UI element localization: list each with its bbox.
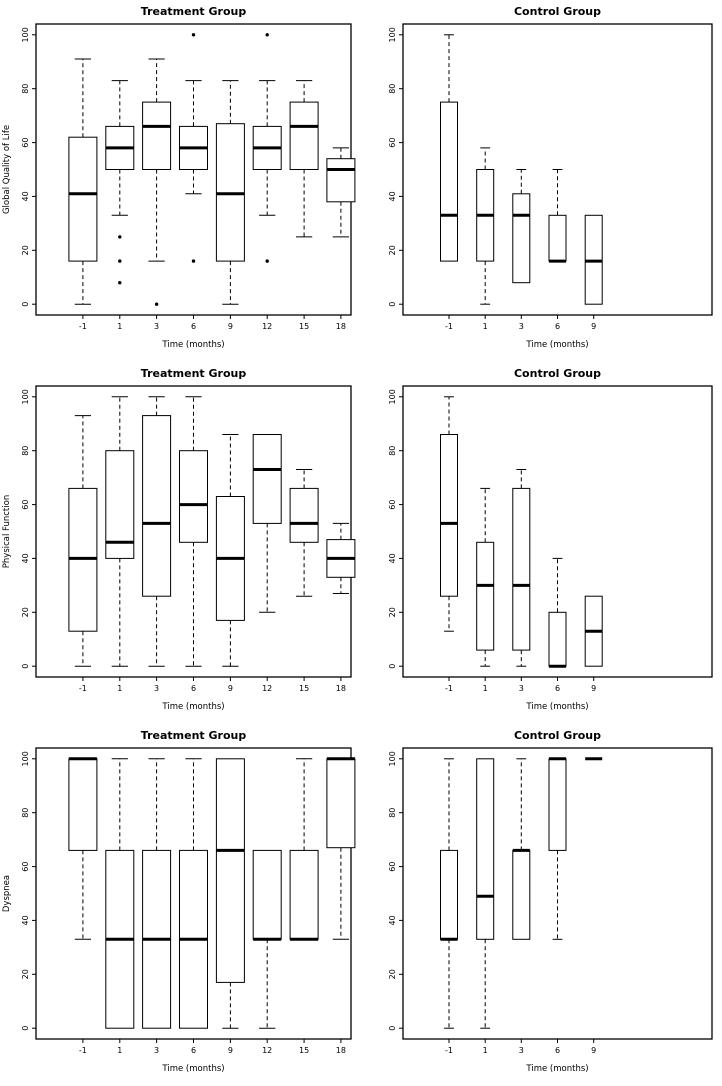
y-tick-label: 0 (388, 301, 397, 307)
y-tick-label: 40 (21, 915, 30, 926)
boxplot-box (216, 81, 244, 305)
y-tick-label: 80 (388, 445, 397, 456)
y-tick-label: 40 (21, 191, 30, 202)
x-axis (79, 315, 346, 350)
y-tick-label: 40 (21, 553, 30, 564)
panel-control-dyspnea (361, 724, 722, 1086)
boxplot-box (106, 759, 134, 1028)
iqr-box (549, 759, 566, 851)
iqr-box (290, 488, 318, 542)
x-tick-label: -1 (78, 322, 87, 331)
x-tick-label: 12 (262, 684, 273, 693)
x-tick-label: 9 (591, 322, 597, 331)
x-axis-title: Time (months) (526, 340, 589, 350)
x-tick-label: 3 (518, 322, 524, 331)
iqr-box (513, 194, 530, 283)
x-tick-label: 6 (190, 684, 197, 693)
boxplot-svg (0, 0, 361, 362)
y-tick-label: 20 (21, 969, 30, 980)
iqr-box (253, 850, 281, 939)
x-axis-title: Time (months) (162, 340, 225, 350)
y-tick-label: 80 (21, 807, 30, 818)
y-tick-label: 0 (388, 1025, 397, 1031)
outlier-point (118, 281, 121, 284)
x-tick-label: 3 (154, 322, 160, 331)
x-tick-label: 1 (117, 322, 123, 331)
y-tick-label: 20 (388, 245, 397, 256)
boxplot-box (143, 397, 171, 666)
x-axis (79, 1039, 346, 1074)
x-axis (445, 315, 596, 350)
y-tick-label: 20 (388, 607, 397, 618)
panel-control-global-quality-of-life (361, 0, 722, 362)
y-tick-label: 80 (388, 83, 397, 94)
y-tick-label: 100 (388, 751, 397, 767)
x-tick-label: 3 (518, 1046, 524, 1055)
y-axis (2, 27, 36, 307)
boxplot-box (180, 397, 208, 666)
x-tick-label: 6 (554, 1046, 561, 1055)
boxplot-box (253, 33, 281, 263)
boxplot-box (477, 488, 494, 666)
iqr-box (477, 759, 494, 940)
y-tick-label: 100 (388, 389, 397, 405)
y-tick-label: 80 (388, 807, 397, 818)
boxplot-box (143, 759, 171, 1028)
boxplot-box (290, 81, 318, 237)
y-tick-label: 60 (21, 499, 30, 510)
x-tick-label: 18 (335, 1046, 346, 1055)
y-axis-title: Physical Function (2, 494, 12, 569)
iqr-box (216, 759, 244, 983)
y-tick-label: 60 (21, 137, 30, 148)
outlier-point (192, 33, 195, 36)
x-tick-label: 6 (554, 322, 561, 331)
x-axis (445, 677, 596, 712)
x-tick-label: 15 (299, 684, 310, 693)
boxplot-box (216, 759, 244, 1028)
y-axis (388, 27, 403, 307)
y-tick-label: 20 (21, 245, 30, 256)
x-tick-label: -1 (445, 684, 453, 693)
x-tick-label: 9 (591, 1046, 597, 1055)
iqr-box (143, 102, 171, 169)
panel-title: Control Group (513, 367, 602, 380)
y-tick-label: 100 (21, 389, 30, 405)
boxplot-box (216, 435, 244, 667)
boxplot-box (477, 759, 494, 1028)
outlier-point (118, 259, 121, 262)
y-tick-label: 0 (388, 663, 397, 669)
iqr-box (441, 850, 458, 939)
iqr-box (549, 215, 566, 261)
x-tick-label: 15 (299, 322, 310, 331)
boxplot-box (441, 35, 458, 261)
outlier-point (266, 259, 269, 262)
y-axis-title: Dyspnea (2, 874, 12, 913)
y-tick-label: 60 (21, 861, 30, 872)
y-tick-label: 60 (388, 137, 397, 148)
boxplot-box (253, 435, 281, 613)
y-tick-label: 80 (21, 445, 30, 456)
boxplot-box (253, 850, 281, 1028)
y-tick-label: 60 (388, 499, 397, 510)
x-tick-label: 9 (591, 684, 597, 693)
panel-treatment-physical-function (0, 362, 361, 724)
panel-control-physical-function (361, 362, 722, 724)
iqr-box (180, 451, 208, 543)
boxplot-box (106, 81, 134, 285)
iqr-box (69, 759, 97, 851)
boxplot-svg (361, 724, 722, 1086)
outlier-point (266, 33, 269, 36)
y-tick-label: 40 (388, 553, 397, 564)
x-tick-label: 3 (154, 684, 160, 693)
y-tick-label: 0 (21, 301, 30, 307)
boxplot-box (180, 33, 208, 263)
panel-title: Treatment Group (140, 729, 247, 742)
iqr-box (253, 435, 281, 524)
x-axis-title: Time (months) (162, 702, 225, 712)
x-axis (79, 677, 346, 712)
y-tick-label: 20 (388, 969, 397, 980)
x-tick-label: 18 (335, 322, 346, 331)
x-tick-label: 6 (190, 322, 197, 331)
panel-title: Treatment Group (140, 5, 247, 18)
iqr-box (290, 850, 318, 939)
x-tick-label: 9 (227, 322, 233, 331)
x-axis-title: Time (months) (162, 1064, 225, 1074)
iqr-box (513, 850, 530, 939)
boxplot-svg (0, 362, 361, 724)
boxplot-svg (361, 362, 722, 724)
boxplot-box (290, 470, 318, 597)
x-tick-label: 15 (299, 1046, 310, 1055)
x-tick-label: -1 (78, 1046, 87, 1055)
y-axis-title: Global Quality of Life (2, 124, 12, 215)
iqr-box (327, 159, 355, 202)
y-tick-label: 20 (21, 607, 30, 618)
outlier-point (118, 235, 121, 238)
x-tick-label: 3 (518, 684, 524, 693)
boxplot-box (69, 416, 97, 667)
panel-title: Control Group (513, 5, 602, 18)
boxplot-box (513, 759, 530, 940)
y-axis (388, 389, 403, 669)
y-tick-label: 100 (21, 751, 30, 767)
y-tick-label: 0 (21, 663, 30, 669)
x-tick-label: 1 (482, 322, 488, 331)
boxplot-box (143, 59, 171, 306)
x-tick-label: 1 (482, 1046, 488, 1055)
y-axis (388, 751, 403, 1031)
boxplot-box (69, 59, 97, 304)
panel-treatment-dyspnea (0, 724, 361, 1086)
y-tick-label: 40 (388, 191, 397, 202)
x-tick-label: 6 (554, 684, 561, 693)
boxplot-svg (0, 724, 361, 1086)
x-tick-label: 12 (262, 322, 273, 331)
boxplot-box (585, 215, 602, 304)
y-axis (2, 751, 36, 1031)
iqr-box (69, 137, 97, 261)
boxplot-box (549, 558, 566, 666)
y-tick-label: 100 (388, 27, 397, 43)
x-tick-label: 12 (262, 1046, 273, 1055)
y-tick-label: 60 (388, 861, 397, 872)
boxplot-box (477, 148, 494, 304)
x-tick-label: 1 (117, 684, 123, 693)
boxplot-box (549, 170, 566, 262)
iqr-box (441, 435, 458, 597)
boxplot-box (290, 759, 318, 940)
y-tick-label: 0 (21, 1025, 30, 1031)
x-axis-title: Time (months) (526, 702, 589, 712)
boxplot-box (585, 596, 602, 666)
outlier-point (155, 303, 158, 306)
x-tick-label: 18 (335, 684, 346, 693)
x-tick-label: -1 (78, 684, 87, 693)
boxplot-svg (361, 0, 722, 362)
iqr-box (327, 759, 355, 848)
iqr-box (513, 488, 530, 650)
boxplot-box (549, 759, 566, 940)
x-tick-label: -1 (445, 322, 453, 331)
boxplot-box (106, 397, 134, 666)
boxplot-box (180, 759, 208, 1028)
x-tick-label: 9 (227, 684, 233, 693)
y-tick-label: 40 (388, 915, 397, 926)
iqr-box (143, 416, 171, 597)
panel-title: Control Group (513, 729, 602, 742)
x-tick-label: 6 (190, 1046, 197, 1055)
x-tick-label: 1 (482, 684, 488, 693)
x-tick-label: 9 (227, 1046, 233, 1055)
iqr-box (290, 102, 318, 169)
panel-title: Treatment Group (140, 367, 247, 380)
boxplot-box (69, 759, 97, 940)
x-axis-title: Time (months) (526, 1064, 589, 1074)
boxplot-box (441, 759, 458, 1028)
x-tick-label: 3 (154, 1046, 160, 1055)
x-tick-label: 1 (117, 1046, 123, 1055)
outlier-point (192, 259, 195, 262)
y-tick-label: 100 (21, 27, 30, 43)
y-tick-label: 80 (21, 83, 30, 94)
y-axis (2, 389, 36, 669)
x-tick-label: -1 (445, 1046, 453, 1055)
boxplot-box (513, 170, 530, 283)
boxplot-box (513, 470, 530, 667)
iqr-box (441, 102, 458, 261)
iqr-box (549, 612, 566, 666)
iqr-box (477, 542, 494, 650)
boxplot-box (441, 397, 458, 631)
x-axis (445, 1039, 596, 1074)
panel-treatment-global-quality-of-life (0, 0, 361, 362)
